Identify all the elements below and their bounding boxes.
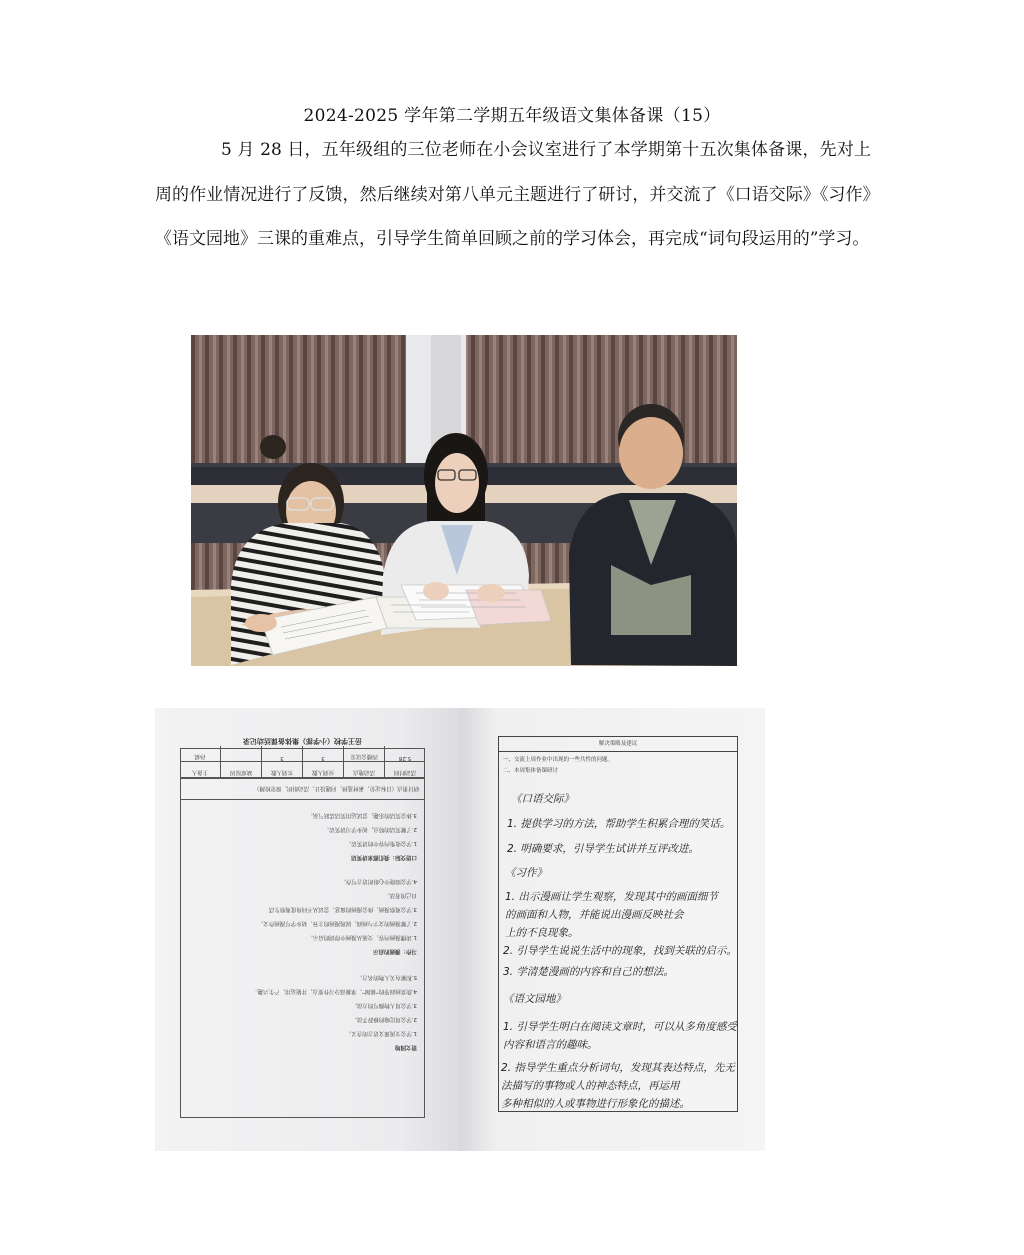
section-oral <box>187 808 417 864</box>
section-head: 习作：漫画的启示 <box>372 948 417 954</box>
section-line: 2.了解笑话的特点，初步学习讲笑话。 <box>323 826 417 832</box>
section-line: 5.积累有关人物的名言。 <box>356 974 417 980</box>
handwriting-line: 的画面和人物，并能说出漫画反映社会 <box>505 909 684 921</box>
header-cell: 应到人数 <box>302 762 343 777</box>
doc-title: 2024-2025 学年第二学期五年级语文集体备课（15） <box>303 106 721 126</box>
record-sheets-photo <box>155 708 765 1151</box>
handwriting-line: 1. 引导学生明白在阅读文章时，可以从多角度感受 <box>503 1021 737 1033</box>
handwriting-line: 3. 学清楚漫画的内容和自己的想法。 <box>503 966 674 978</box>
sheet-sections <box>187 808 417 1108</box>
right-sheet-form <box>498 736 738 1112</box>
right-header: 解决策略及建议 <box>499 737 737 752</box>
meeting-photo <box>191 335 737 666</box>
right-sheet <box>460 708 765 1151</box>
value-cell: 孙斌 <box>194 753 206 759</box>
section-line: 4.学会围绕中心组织语言写作。 <box>340 878 417 884</box>
section-line: 4.欣赏画面等的“插图”，掌握部分习作要点，并能运用，产生兴趣。 <box>252 988 417 994</box>
section-line: 1.读懂漫画内容，交流从漫画中得到的启示。 <box>307 934 417 940</box>
value-cell: 3 <box>302 746 343 761</box>
value-cell: 四楼会议室 <box>343 746 384 761</box>
right-intro-2: 二、本周集体备课研讨 <box>503 768 559 774</box>
handwriting-line: 《口语交际》 <box>511 793 574 805</box>
section-line: 1.学会收集内容中的讲笑话。 <box>345 840 417 846</box>
header-cell: 活动时间 <box>384 762 425 777</box>
section-line: 3.学会观察漫画，体会漫画的寓意，尝试从不同角度观察生活 <box>268 906 417 912</box>
section-line: 2.了解漫画的文字与画面，展现漫画的主旨，初步学写漫画作文。 <box>257 920 417 926</box>
header-cell: 实到人数 <box>261 762 302 777</box>
handwriting-line: 1. 出示漫画让学生观察，发现其中的画面细节 <box>505 891 718 903</box>
handwriting-line: 2. 明确要求，引导学生试讲并互评改进。 <box>507 843 699 855</box>
section-line: 2.学会用比喻的修辞手法。 <box>351 1016 417 1022</box>
section-line: 3.体会笑话的乐趣，尝试运用笑话活跃气氛。 <box>307 812 417 818</box>
handwriting-line: 多种相似的人或事物进行形象化的描述。 <box>501 1098 690 1110</box>
handwriting-line: 法描写的事物或人的神态特点，再运用 <box>501 1080 680 1092</box>
left-sheet-form <box>180 737 425 1118</box>
handwriting-line: 《习作》 <box>505 867 547 879</box>
section-head: 语文园地 <box>394 1044 417 1050</box>
section-line: 1.学会交流课文语言的含义。 <box>345 1030 417 1036</box>
section-head: 口语交际：我们都来讲笑话 <box>350 854 417 860</box>
right-intro-1: 一、交流上周作业中出现的一些共性的问题。 <box>503 757 614 763</box>
header-cell: 主备人 <box>191 769 209 775</box>
left-sheet <box>155 708 460 1151</box>
meeting-photo-illustration <box>191 335 737 666</box>
section-garden <box>187 970 417 1054</box>
section-line: 自己的看法。 <box>383 892 417 898</box>
handwriting-line: 内容和语言的趣味。 <box>503 1039 598 1051</box>
sheet-title: 岳王学校（小学部）集体备课活动记录 <box>243 737 362 745</box>
handwriting-line: 2. 指导学生重点分析词句，发现其表达特点，先无 <box>501 1062 735 1074</box>
handwriting-line: 2. 引导学生说说生活中的现象，找到关联的启示。 <box>503 945 737 957</box>
handwriting-line: 《语文园地》 <box>503 993 566 1005</box>
value-cell: 3 <box>261 746 302 761</box>
sheet-header-row <box>180 747 425 778</box>
value-cell <box>220 746 261 761</box>
handwriting-line: 上的不良现象。 <box>505 927 579 939</box>
section-line: 3.学会用人物描写的方法。 <box>351 1002 417 1008</box>
header-cell: 缺席原因 <box>220 762 261 777</box>
sheet-focus: 研讨重点（目标定位，素材选择，问题设计，活动组织，课堂检测） <box>180 778 425 800</box>
handwriting-line: 1. 提供学习的方法，帮助学生积累合理的笑话。 <box>507 818 731 830</box>
value-cell: 5.28 <box>384 746 425 761</box>
doc-paragraph: 5 月 28 日，五年级组的三位老师在小会议室进行了本学期第十五次集体备课，先对上周的作业情况进行了反馈，然后继续对第八单元主题进行了研讨，并交流了《口语交际》《习作》《语文园地》三课的重难点，引导学生简单回顾之前的学习体会，再完成“词句段运用的”学习。 <box>155 140 871 249</box>
section-writing <box>187 874 417 958</box>
header-cell: 活动地点 <box>343 762 384 777</box>
